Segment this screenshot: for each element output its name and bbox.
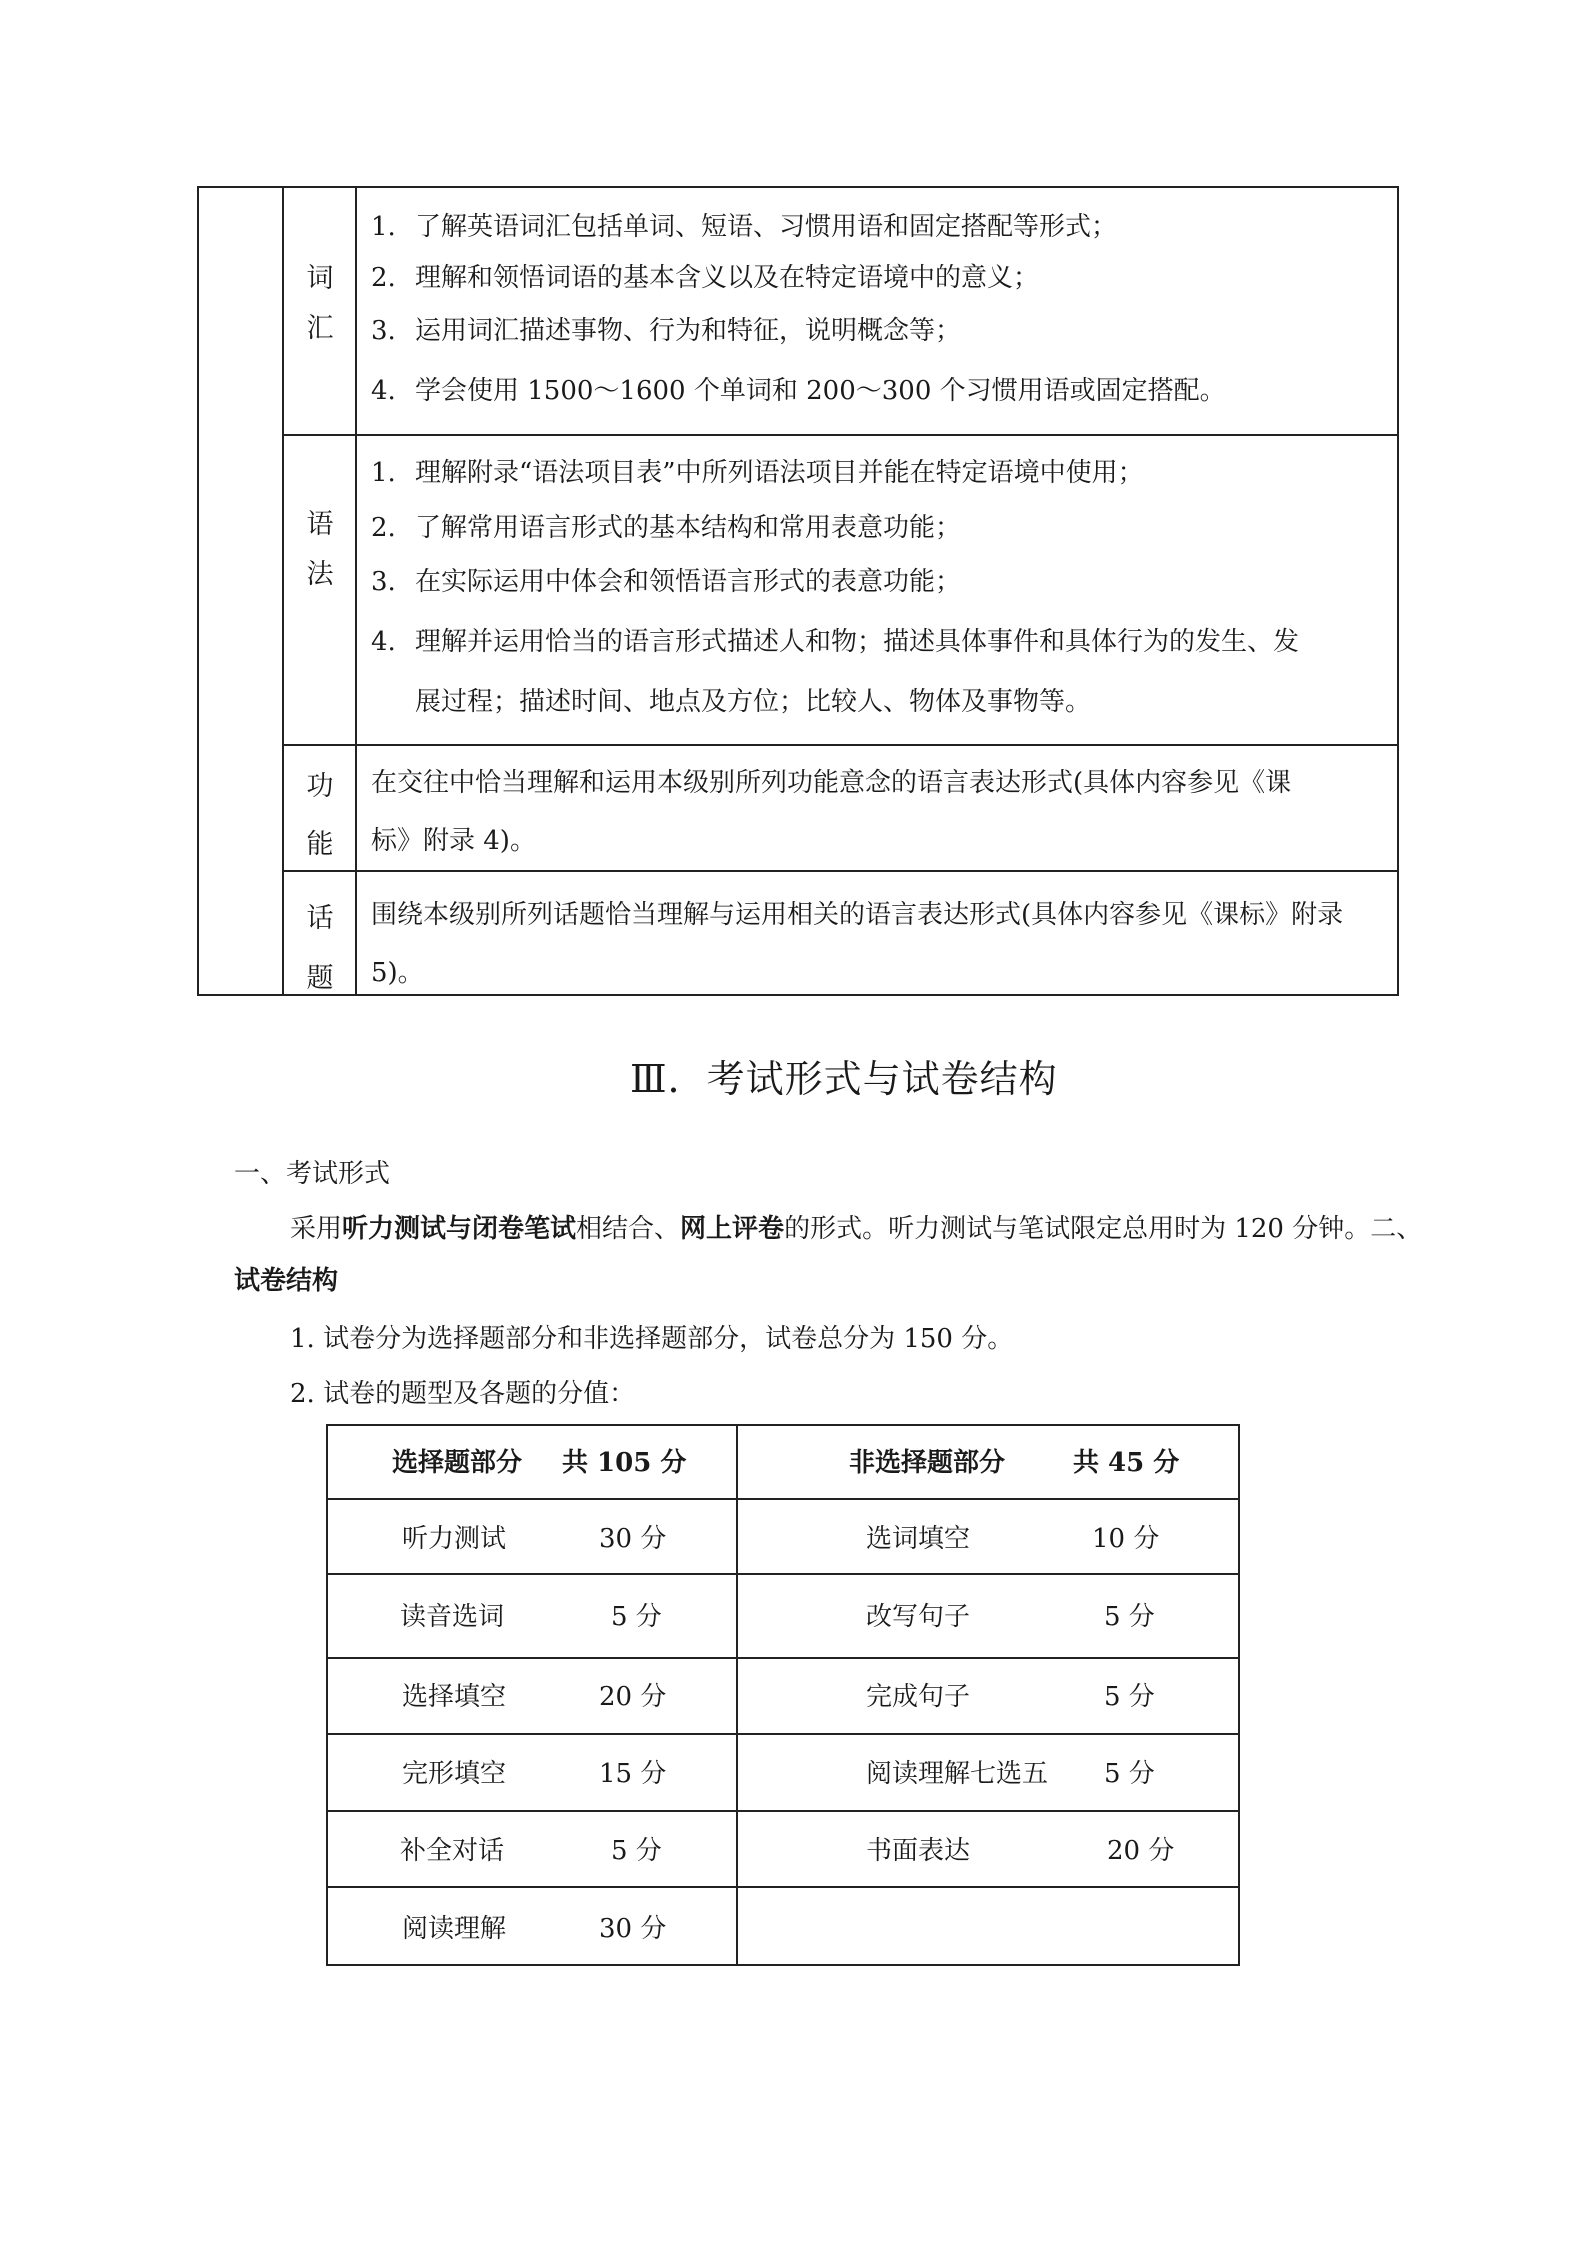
row-label-char: 能 [306, 829, 334, 860]
table-row-divider [282, 744, 1399, 746]
cell-line: 在交往中恰当理解和运用本级别所列功能意念的语言表达形式(具体内容参见《课 [371, 768, 1292, 798]
item-text: 理解并运用恰当的语言形式描述人和物；描述具体事件和具体行为的发生、发 [415, 627, 1300, 657]
item-text: 理解附录“语法项目表”中所列语法项目并能在特定语境中使用； [415, 458, 1144, 488]
table-row-divider [326, 1886, 1240, 1888]
table-cell-name: 阅读理解 [402, 1914, 507, 1944]
item-text: 运用词汇描述事物、行为和特征，说明概念等； [415, 316, 962, 346]
table-border-top [326, 1424, 1240, 1426]
table-cell-name: 读音选词 [400, 1602, 505, 1632]
list-item-continuation [371, 685, 1091, 719]
item-text: 在实际运用中体会和领悟语言形式的表意功能； [415, 567, 962, 597]
row-label-char: 词 [306, 263, 334, 294]
cell-line: 围绕本级别所列话题恰当理解与运用相关的语言表达形式(具体内容参见《课标》附录 [371, 900, 1344, 930]
para-text: 采用 [290, 1214, 343, 1244]
table-cell-name: 完成句子 [866, 1682, 971, 1712]
table-header-total: 共 105 分 [562, 1448, 687, 1478]
para-bold-text: 网上评卷 [680, 1214, 785, 1244]
section-title: Ⅲ．考试形式与试卷结构 [630, 1057, 1058, 1101]
item-number: 4. [371, 627, 396, 657]
table-row-divider [326, 1657, 1240, 1659]
table-row-divider [282, 870, 1399, 872]
exam-form-heading: 一、考试形式 [234, 1159, 391, 1189]
row-label-char: 语 [306, 509, 334, 540]
table-cell-score: 5 分 [1104, 1759, 1155, 1789]
structure-item: 1. 试卷分为选择题部分和非选择题部分，试卷总分为 150 分。 [290, 1324, 1014, 1354]
table-header: 非选择题部分 [849, 1448, 1006, 1478]
table-border-bottom [197, 994, 1399, 996]
list-item [371, 511, 961, 545]
item-text: 了解常用语言形式的基本结构和常用表意功能； [415, 513, 962, 543]
table-row-divider [326, 1810, 1240, 1812]
table-col-divider [736, 1424, 738, 1966]
table-cell-name: 选词填空 [866, 1524, 971, 1554]
row-label-char: 话 [306, 903, 334, 934]
table-cell-score: 15 分 [599, 1759, 667, 1789]
table-cell-score: 20 分 [1107, 1836, 1175, 1866]
table-cell-score: 30 分 [599, 1914, 667, 1944]
para-text: 相结合、 [576, 1214, 681, 1244]
structure-item: 2. 试卷的题型及各题的分值： [290, 1379, 636, 1409]
row-label-char: 汇 [306, 313, 334, 344]
list-item [371, 456, 1144, 490]
table-border-left [326, 1424, 328, 1966]
table-cell-name: 听力测试 [402, 1524, 507, 1554]
item-text: 了解英语词汇包括单词、短语、习惯用语和固定搭配等形式； [415, 212, 1118, 242]
table-border-right [1238, 1424, 1240, 1966]
structure-heading: 试卷结构 [234, 1266, 339, 1296]
row-label-char: 法 [306, 559, 334, 590]
cell-line: 标》附录 4)。 [371, 826, 536, 856]
table-row-divider [326, 1733, 1240, 1735]
table-cell-score: 5 分 [611, 1836, 662, 1866]
list-item [371, 625, 1299, 659]
list-item [371, 374, 1226, 408]
table-border-bottom [326, 1964, 1240, 1966]
item-text: 理解和领悟词语的基本含义以及在特定语境中的意义； [415, 263, 1040, 293]
table-cell-score: 5 分 [1104, 1682, 1155, 1712]
table-cell-score: 5 分 [611, 1602, 662, 1632]
table-cell-score: 5 分 [1104, 1602, 1155, 1632]
table-cell-score: 10 分 [1092, 1524, 1160, 1554]
table-col-divider [355, 186, 357, 996]
row-label-char: 功 [306, 771, 334, 802]
table-row-divider [326, 1498, 1240, 1500]
item-number: 3. [371, 316, 396, 346]
table-border-top [197, 186, 1399, 188]
table-border-left [197, 186, 199, 996]
table-cell-name: 完形填空 [402, 1759, 507, 1789]
item-number: 2. [371, 263, 396, 293]
item-number: 1. [371, 458, 396, 488]
table-border-right [1397, 186, 1399, 996]
table-cell-name: 补全对话 [400, 1836, 505, 1866]
list-item [371, 314, 961, 348]
table-cell-name: 书面表达 [866, 1836, 971, 1866]
table-col-divider [282, 186, 284, 996]
para-text: 的形式。听力测试与笔试限定总用时为 120 分钟。二、 [784, 1214, 1423, 1244]
table-cell-name: 选择填空 [402, 1682, 507, 1712]
item-number: 3. [371, 567, 396, 597]
para-bold-text: 听力测试与闭卷笔试 [342, 1214, 577, 1244]
table-cell-score: 30 分 [599, 1524, 667, 1554]
item-text: 学会使用 1500～1600 个单词和 200～300 个习惯用语或固定搭配。 [415, 376, 1226, 406]
table-cell-name: 阅读理解七选五 [866, 1759, 1049, 1789]
table-row-divider [282, 434, 1399, 436]
row-label-char: 题 [306, 963, 334, 994]
table-header-total: 共 45 分 [1073, 1448, 1180, 1478]
cell-line: 5)。 [371, 958, 424, 988]
item-text: 展过程；描述时间、地点及方位；比较人、物体及事物等。 [415, 687, 1092, 717]
list-item [371, 210, 1117, 244]
table-header: 选择题部分 [392, 1448, 523, 1478]
table-cell-name: 改写句子 [866, 1602, 971, 1632]
list-item [371, 565, 961, 599]
item-number: 1. [371, 212, 396, 242]
item-number: 2. [371, 513, 396, 543]
item-number: 4. [371, 376, 396, 406]
table-cell-score: 20 分 [599, 1682, 667, 1712]
exam-form-paragraph [290, 1208, 1422, 1245]
table-row-divider [326, 1573, 1240, 1575]
list-item [371, 261, 1039, 295]
